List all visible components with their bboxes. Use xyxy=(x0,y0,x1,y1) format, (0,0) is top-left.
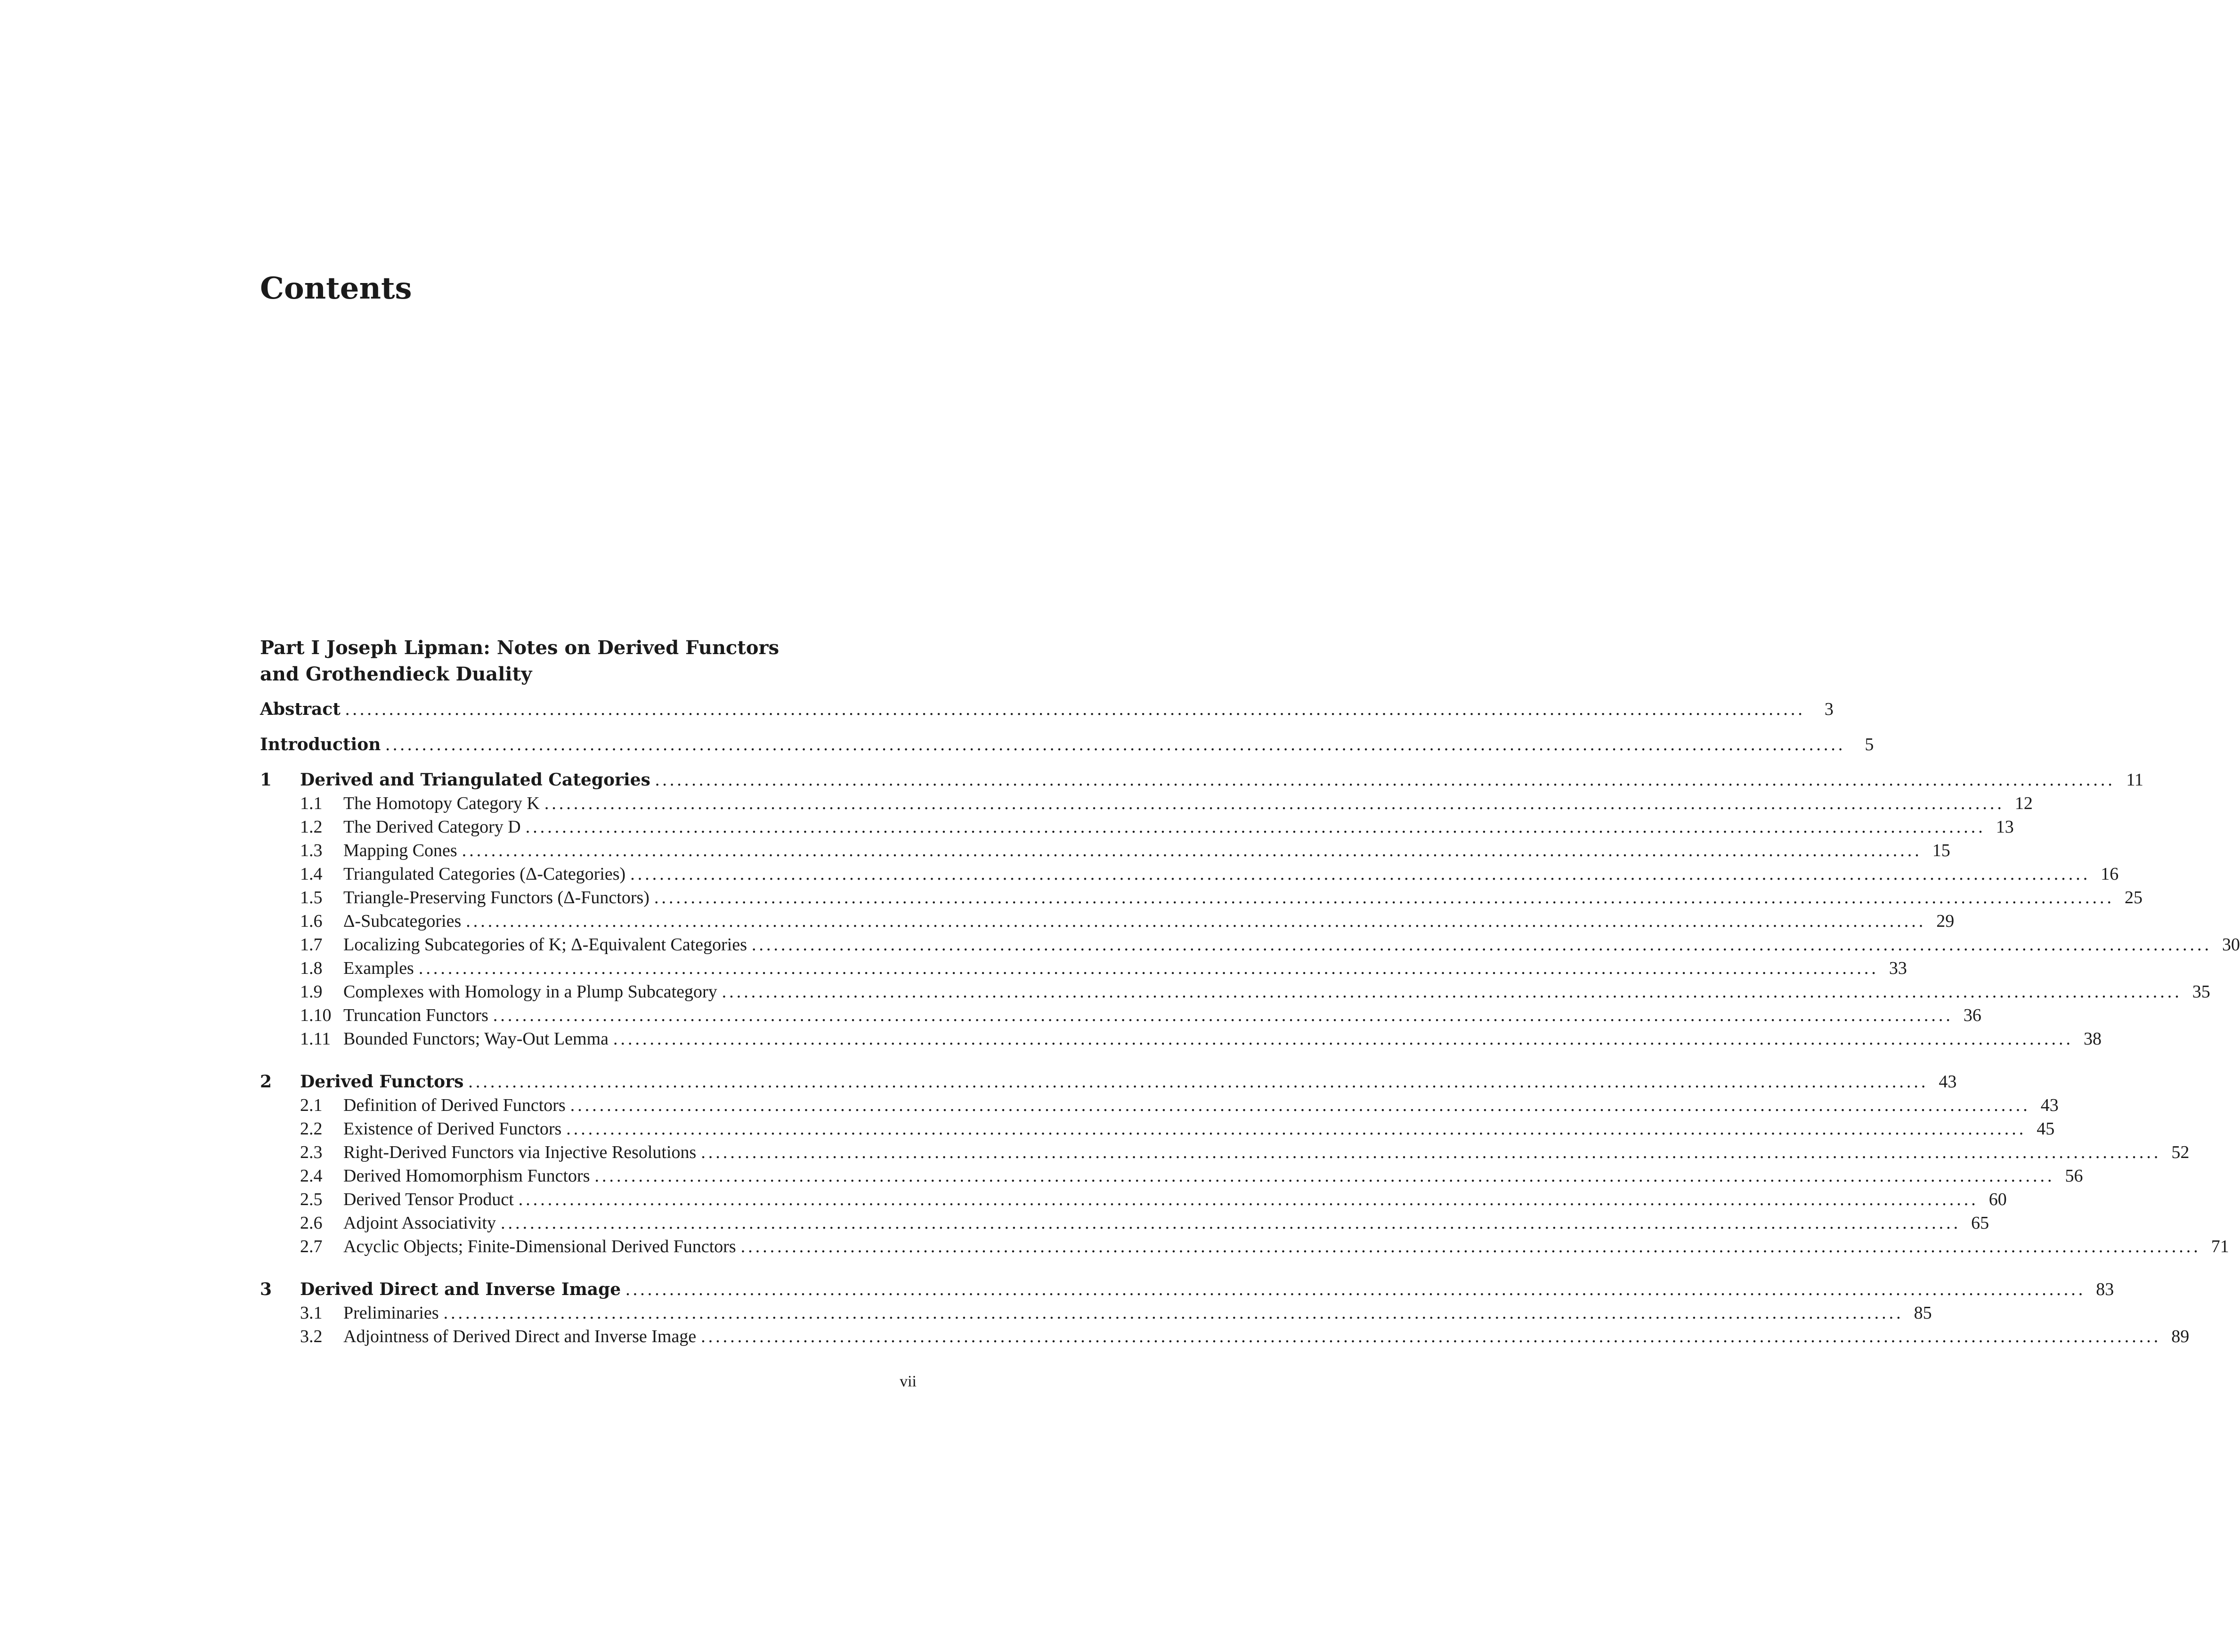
section-page: 56 xyxy=(2065,1166,2083,1186)
section-title: Preliminaries xyxy=(343,1303,439,1323)
section-number: 2.5 xyxy=(300,1190,323,1209)
section-page: 35 xyxy=(2192,982,2210,1002)
toc-entry-page: 5 xyxy=(1865,735,1874,754)
section-number: 1.2 xyxy=(300,817,323,837)
section-title: Adjoint Associativity xyxy=(343,1213,496,1233)
section-title: Adjointness of Derived Direct and Inverse Image xyxy=(343,1327,697,1346)
section-number: 1.9 xyxy=(300,982,323,1002)
part-heading xyxy=(260,635,919,688)
chapter-number: 1 xyxy=(260,770,272,790)
leader-dots: ........................................................................................................................................................................................................ xyxy=(740,1237,2201,1256)
toc-section[interactable] xyxy=(260,1213,1989,1237)
leader-dots: ........................................................................................................................................................................................................ xyxy=(701,1142,2161,1162)
section-page: 52 xyxy=(2171,1142,2190,1162)
toc-section[interactable] xyxy=(260,1166,2083,1190)
section-title: Acyclic Objects; Finite-Dimensional Derived Functors xyxy=(343,1237,736,1256)
toc-section[interactable] xyxy=(260,958,1907,982)
section-title: Δ-Subcategories xyxy=(343,911,462,931)
section-number: 1.8 xyxy=(300,958,323,978)
part-heading-line-2: and Grothendieck Duality xyxy=(260,663,532,685)
toc-entry-introduction[interactable] xyxy=(260,734,1874,759)
toc-section[interactable] xyxy=(260,911,1955,935)
leader-dots: ........................................................................................................................................................................................................ xyxy=(385,735,1846,754)
leader-dots: ........................................................................................................................................................................................................ xyxy=(566,1119,2027,1139)
section-title: The Derived Category D xyxy=(343,817,521,837)
leader-dots: ........................................................................................................................................................................................................ xyxy=(418,958,1879,978)
section-page: 45 xyxy=(2037,1119,2055,1139)
section-number: 2.4 xyxy=(300,1166,323,1186)
leader-dots: ........................................................................................................................................................................................................ xyxy=(613,1029,2073,1049)
section-number: 1.3 xyxy=(300,841,323,860)
section-page: 29 xyxy=(1936,911,1955,931)
section-title: Derived Tensor Product xyxy=(343,1190,514,1209)
section-number: 2.7 xyxy=(300,1237,323,1256)
section-page: 36 xyxy=(1963,1005,1981,1025)
section-page: 85 xyxy=(1914,1303,1932,1323)
section-number: 2.2 xyxy=(300,1119,323,1139)
leader-dots: ........................................................................................................................................................................................................ xyxy=(655,770,2115,790)
chapter-title: Derived and Triangulated Categories xyxy=(300,770,650,790)
leader-dots: ........................................................................................................................................................................................................ xyxy=(462,841,1922,860)
chapter-page: 43 xyxy=(1939,1072,1957,1092)
section-number: 2.6 xyxy=(300,1213,323,1233)
leader-dots: ........................................................................................................................................................................................................ xyxy=(493,1005,1953,1025)
section-title: The Homotopy Category K xyxy=(343,794,540,813)
leader-dots: ........................................................................................................................................................................................................ xyxy=(625,1279,2086,1299)
toc-section[interactable] xyxy=(260,1236,2229,1261)
chapter-title: Derived Direct and Inverse Image xyxy=(300,1279,621,1299)
section-number: 1.6 xyxy=(300,911,323,931)
section-page: 60 xyxy=(1988,1190,2007,1209)
section-title: Mapping Cones xyxy=(343,841,457,860)
section-page: 71 xyxy=(2211,1237,2229,1256)
leader-dots: ........................................................................................................................................................................................................ xyxy=(654,888,2114,907)
toc-chapter-3[interactable] xyxy=(260,1279,2114,1304)
section-number: 1.11 xyxy=(300,1029,331,1049)
section-page: 16 xyxy=(2101,864,2119,884)
part-heading-line-1: Part I Joseph Lipman: Notes on Derived Functors xyxy=(260,637,779,659)
section-title: Examples xyxy=(343,958,414,978)
toc-chapter-1[interactable] xyxy=(260,769,2143,794)
leader-dots: ........................................................................................................................................................................................................ xyxy=(594,1166,2055,1186)
toc-section[interactable] xyxy=(260,1028,2102,1053)
toc-entry-page: 3 xyxy=(1824,699,1834,719)
chapter-number: 3 xyxy=(260,1279,272,1299)
leader-dots: ........................................................................................................................................................................................................ xyxy=(468,1072,1929,1092)
toc-section[interactable] xyxy=(260,1326,2190,1351)
section-page: 65 xyxy=(1971,1213,1989,1233)
section-number: 1.5 xyxy=(300,888,323,907)
toc-entry-title: Introduction xyxy=(260,735,381,754)
section-number: 1.1 xyxy=(300,794,323,813)
leader-dots: ........................................................................................................................................................................................................ xyxy=(443,1303,1904,1323)
toc-entry-abstract[interactable] xyxy=(260,699,1834,723)
section-page: 15 xyxy=(1932,841,1950,860)
toc-section[interactable] xyxy=(260,1303,1932,1327)
leader-dots: ........................................................................................................................................................................................................ xyxy=(466,911,1926,931)
section-page: 30 xyxy=(2222,935,2240,955)
leader-dots: ........................................................................................................................................................................................................ xyxy=(722,982,2182,1002)
section-title: Complexes with Homology in a Plump Subcategory xyxy=(343,982,717,1002)
section-page: 25 xyxy=(2124,888,2143,907)
leader-dots: ........................................................................................................................................................................................................ xyxy=(630,864,2091,884)
section-page: 89 xyxy=(2171,1327,2190,1346)
toc-chapter-2[interactable] xyxy=(260,1071,1957,1096)
section-title: Localizing Subcategories of K; Δ-Equivalent Categories xyxy=(343,935,747,955)
toc-section[interactable] xyxy=(260,981,2210,1006)
leader-dots: ........................................................................................................................................................................................................ xyxy=(525,817,1986,837)
section-page: 38 xyxy=(2084,1029,2102,1049)
toc-section[interactable] xyxy=(260,817,2014,841)
section-page: 13 xyxy=(1996,817,2014,837)
leader-dots: ........................................................................................................................................................................................................ xyxy=(518,1190,1979,1209)
section-title: Definition of Derived Functors xyxy=(343,1095,566,1115)
section-number: 2.3 xyxy=(300,1142,323,1162)
toc-section[interactable] xyxy=(260,887,2143,912)
section-title: Derived Homomorphism Functors xyxy=(343,1166,590,1186)
leader-dots: ........................................................................................................................................................................................................ xyxy=(544,794,2005,813)
toc-section[interactable] xyxy=(260,793,2033,818)
section-page: 12 xyxy=(2014,794,2033,813)
section-number: 1.10 xyxy=(300,1005,332,1025)
leader-dots: ........................................................................................................................................................................................................ xyxy=(752,935,2212,955)
leader-dots: ........................................................................................................................................................................................................ xyxy=(345,699,1805,719)
leader-dots: ........................................................................................................................................................................................................ xyxy=(701,1327,2161,1346)
toc-section[interactable] xyxy=(260,1189,2007,1214)
toc-section[interactable] xyxy=(260,840,1950,865)
section-title: Existence of Derived Functors xyxy=(343,1119,562,1139)
section-number: 3.1 xyxy=(300,1303,323,1323)
section-number: 1.7 xyxy=(300,935,323,955)
page-number: vii xyxy=(900,1373,917,1390)
leader-dots: ........................................................................................................................................................................................................ xyxy=(501,1213,1961,1233)
toc-section[interactable] xyxy=(260,1005,1981,1029)
section-title: Triangle-Preserving Functors (Δ-Functors) xyxy=(343,888,649,907)
chapter-number: 2 xyxy=(260,1072,272,1092)
section-title: Right-Derived Functors via Injective Resolutions xyxy=(343,1142,697,1162)
chapter-page: 11 xyxy=(2126,770,2143,790)
section-title: Triangulated Categories (Δ-Categories) xyxy=(343,864,626,884)
page-title: Contents xyxy=(260,271,412,306)
section-title: Bounded Functors; Way-Out Lemma xyxy=(343,1029,609,1049)
leader-dots: ........................................................................................................................................................................................................ xyxy=(570,1095,2030,1115)
section-page: 33 xyxy=(1889,958,1907,978)
section-number: 2.1 xyxy=(300,1095,323,1115)
toc-section[interactable] xyxy=(260,1118,2055,1143)
toc-section[interactable] xyxy=(260,1095,2059,1119)
section-number: 1.4 xyxy=(300,864,323,884)
chapter-title: Derived Functors xyxy=(300,1072,464,1092)
toc-section[interactable] xyxy=(260,864,2119,888)
toc-section[interactable] xyxy=(260,1142,2190,1166)
section-number: 3.2 xyxy=(300,1327,323,1346)
section-title: Truncation Functors xyxy=(343,1005,488,1025)
toc-entry-title: Abstract xyxy=(260,699,341,719)
chapter-page: 83 xyxy=(2096,1279,2114,1299)
toc-section[interactable] xyxy=(260,934,2240,959)
section-page: 43 xyxy=(2040,1095,2059,1115)
